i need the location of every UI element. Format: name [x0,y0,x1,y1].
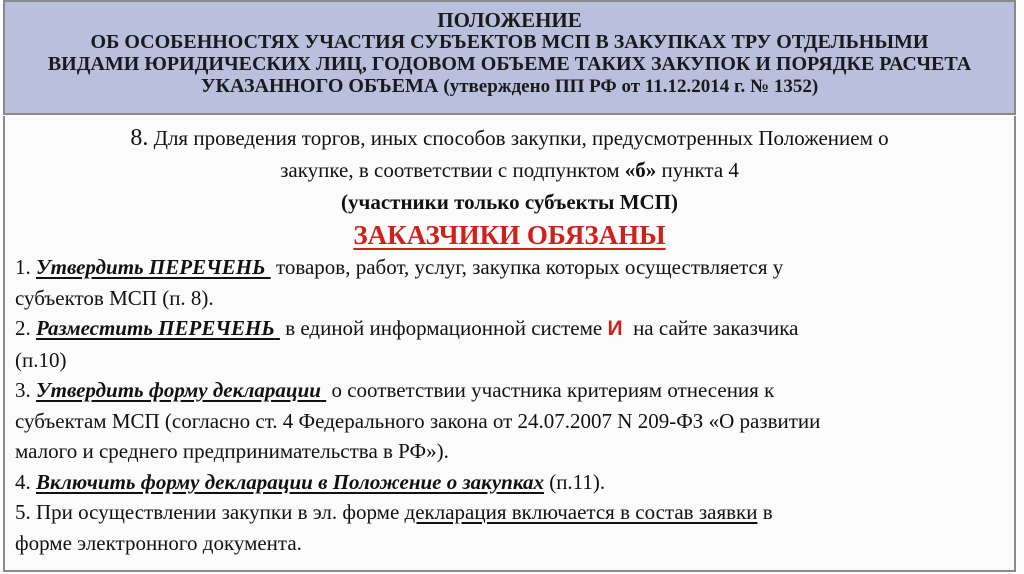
paragraph-8-line-1 [5,122,1014,154]
item-3-text: о соответствии участника критериям отнесения к [331,378,775,402]
item-1-text: товаров, работ, услуг, закупка которых осуществляется у [275,255,784,279]
list-item-2-cont: (п.10) [15,347,67,372]
paragraph-8-number: 8. [130,125,149,151]
item-3-spacer [321,378,326,402]
list-item-3-cont-1: субъектам МСП (согласно ст. 4 Федерального закона от 24.07.2007 N 209-ФЗ «О развитии [15,408,821,433]
header-line-4 [5,75,1014,98]
paragraph-8-text-2c: пункта 4 [661,158,739,182]
header-title: ПОЛОЖЕНИЕ [437,8,582,32]
subtitle: (участники только субъекты МСП) [340,190,679,214]
paragraph-8 [5,122,1014,186]
item-2-action: Разместить ПЕРЕЧЕНЬ [36,316,275,340]
item-5-underlined: декларация включается в состав заявки [404,500,758,524]
item-2-number: 2. [15,316,31,340]
header-line-4-caps: УКАЗАННОГО ОБЪЕМА [200,75,439,97]
list-item-5-cont: форме электронного документа. [15,530,302,555]
item-1-number: 1. [15,255,31,279]
item-4-action: Включить форму декларации в Положение о закупках [36,469,544,494]
content-box [3,116,1016,572]
obligations-list [5,252,1014,558]
paragraph-8-text-2a: закупке, в соответствии с подпунктом [280,158,620,182]
header-line-4-rest: (утверждено ПП РФ от 11.12.2014 г. № 1352) [443,76,819,97]
list-item-1-cont: субъектов МСП (п. 8). [15,285,214,310]
item-3-action: Утвердить форму декларации [36,378,321,402]
item-2-and: И [607,317,623,340]
header-line-2: ОБ ОСОБЕННОСТЯХ УЧАСТИЯ СУБЪЕКТОВ МСП В ЗАКУПКАХ ТРУ ОТДЕЛЬНЫМИ [90,31,929,53]
item-4-number: 4. [15,469,31,494]
item-2-end: на сайте заказчика [633,316,799,340]
list-item-5 [15,497,996,528]
list-item-3 [15,375,996,406]
item-5-text: 5. При осуществлении закупки в эл. форме [15,500,400,524]
item-4-text: (п.11). [549,469,606,494]
paragraph-8-subpoint: «б» [624,158,657,182]
item-1-action: Утвердить ПЕРЕЧЕНЬ [36,255,266,279]
list-item-1 [15,252,996,283]
item-1-spacer [265,255,270,279]
item-2-spacer [275,316,280,340]
header-banner [3,0,1016,115]
header-line-3: ВИДАМИ ЮРИДИЧЕСКИХ ЛИЦ, ГОДОВОМ ОБЪЕМЕ ТАКИХ ЗАКУПОК И ПОРЯДКЕ РАСЧЕТА [47,53,972,75]
item-5-end: в [762,500,773,524]
paragraph-8-line-2 [5,154,1014,186]
item-3-number: 3. [15,378,31,402]
obligations-title: ЗАКАЗЧИКИ ОБЯЗАНЫ [353,220,666,250]
paragraph-8-text-1: Для проведения торгов, иных способов закупки, предусмотренных Положением о [153,126,889,150]
list-item-4 [15,467,996,498]
list-item-2 [15,313,996,345]
list-item-3-cont-2: малого и среднего предпринимательства в РФ»). [15,439,449,463]
item-2-text: в единой информационной системе [285,316,603,340]
